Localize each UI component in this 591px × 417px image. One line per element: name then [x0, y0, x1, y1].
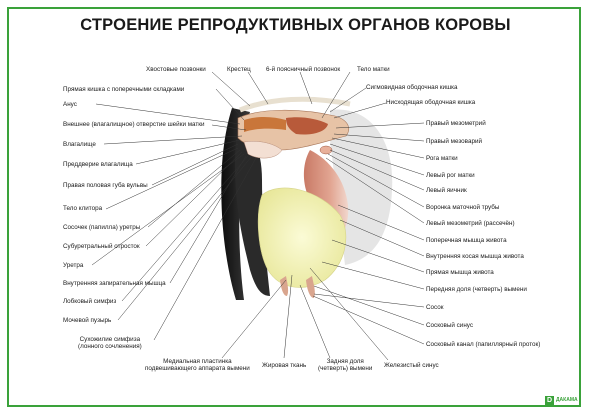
- label-cervix-os: Внешнее (влагалищное) отверстие шейки матки: [63, 121, 205, 128]
- label-urethral-papilla: Сосочек (папилла) уретры: [63, 224, 141, 231]
- spine: [240, 99, 350, 110]
- logo-text: ДАКАМА: [556, 397, 578, 403]
- label-right-mesovarium: Правый мезоварий: [426, 138, 482, 145]
- label-uterus-body: Тело матки: [357, 66, 390, 73]
- label-lumbar-vertebra: 6-й поясничный позвонок: [266, 66, 341, 73]
- label-urethra: Уретра: [63, 262, 84, 269]
- label-front-quarter: Передняя доля (четверть) вымени: [426, 286, 527, 293]
- label-median-lamina: Медиальная пластинка подвешивающего аппарата вымени: [145, 358, 250, 372]
- label-suburethral: Субуретральный отросток: [63, 243, 140, 250]
- label-internal-oblique: Внутренняя косая мышца живота: [426, 253, 524, 260]
- label-fat-tissue: Жировая ткань: [262, 362, 307, 369]
- label-gland-sinus: Железистый синус: [384, 362, 439, 369]
- label-obturator: Внутренняя запирательная мышца: [63, 280, 166, 287]
- label-teat: Сосок: [426, 304, 444, 311]
- label-transverse-abdominis: Поперечная мышца живота: [426, 237, 507, 244]
- label-descending-colon: Нисходящая ободочная кишка: [386, 99, 476, 106]
- label-uterine-horns: Рога матки: [426, 155, 458, 162]
- label-right-mesometrium: Правый мезометрий: [426, 120, 486, 127]
- label-left-mesometrium: Левый мезометрий (рассечён): [426, 220, 515, 227]
- label-vagina: Влагалище: [63, 141, 96, 148]
- label-anus: Анус: [63, 101, 77, 108]
- label-rectus-abdominis: Прямая мышца живота: [426, 269, 494, 276]
- label-left-horn: Левый рог матки: [426, 172, 475, 179]
- label-vestibule: Преддверие влагалища: [63, 161, 133, 168]
- label-infundibulum: Воронка маточной трубы: [426, 204, 500, 211]
- label-left-ovary: Левый яичник: [426, 187, 467, 194]
- label-symphysis-tendon: Сухожилие симфиза (лонного сочленения): [78, 336, 142, 350]
- label-teat-sinus: Сосковый синус: [426, 322, 474, 329]
- label-teat-canal: Сосковый канал (папиллярный проток): [426, 341, 541, 348]
- label-sacrum: Крестец: [227, 66, 251, 73]
- label-vulva-lip: Правая половая губа вульвы: [63, 182, 148, 189]
- label-rear-quarter: Задняя доля (четверть) вымени: [318, 358, 373, 372]
- label-pubic-symphysis: Лобковый симфиз: [63, 298, 117, 305]
- label-sigmoid-colon: Сигмовидная ободочная кишка: [366, 84, 458, 91]
- label-clitoris: Тело клитора: [63, 205, 103, 212]
- logo-mark: D: [546, 397, 553, 404]
- poster-title: СТРОЕНИЕ РЕПРОДУКТИВНЫХ ОРГАНОВ КОРОВЫ: [80, 16, 511, 34]
- label-rectum: Прямая кишка с поперечными складками: [63, 86, 185, 93]
- label-bladder: Мочевой пузырь: [63, 317, 112, 324]
- publisher-logo: [545, 396, 578, 406]
- label-tail-vertebrae: Хвостовые позвонки: [146, 66, 206, 73]
